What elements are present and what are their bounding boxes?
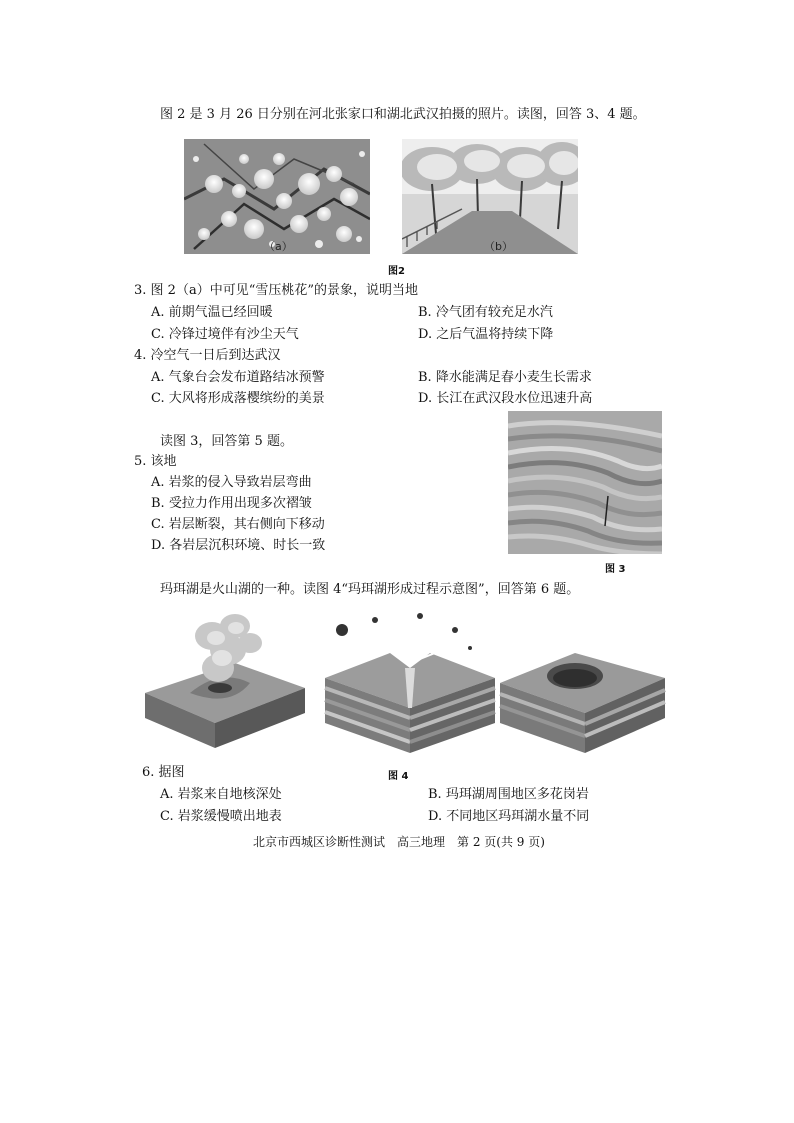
q6-option-c: C. 岩浆缓慢喷出地表 xyxy=(160,809,282,824)
q6-option-a: A. 岩浆来自地核深处 xyxy=(160,787,282,802)
q6-option-b: B. 玛珥湖周围地区多花岗岩 xyxy=(428,787,589,802)
intro-fig2: 图 2 是 3 月 26 日分别在河北张家口和湖北武汉拍摄的照片。读图，回答 3、4 题。 xyxy=(160,107,646,122)
stage-2-explosion xyxy=(325,613,495,753)
q6-stem: 6. 据图 xyxy=(142,765,185,780)
q4-option-d: D. 长江在武汉段水位迅速升高 xyxy=(418,391,593,406)
page-footer: 北京市西城区诊断性测试 高三地理 第 2 页(共 9 页) xyxy=(253,835,545,849)
q4-stem: 4. 冷空气一日后到达武汉 xyxy=(134,348,281,363)
q5-stem: 5. 该地 xyxy=(134,454,177,469)
intro-fig3: 读图 3，回答第 5 题。 xyxy=(160,434,293,449)
fig4-diagram xyxy=(140,608,670,758)
photo-snowy-cherry-road xyxy=(402,139,578,254)
stage-1-eruption xyxy=(145,614,305,748)
photo-folded-rock-strata xyxy=(508,411,662,554)
q5-option-c: C. 岩层断裂，其右侧向下移动 xyxy=(151,517,325,532)
photo-snow-peach-blossom xyxy=(184,139,370,254)
q3-option-a: A. 前期气温已经回暖 xyxy=(151,305,273,320)
q5-option-d: D. 各岩层沉积环境、时长一致 xyxy=(151,538,326,553)
q6-option-d: D. 不同地区玛珥湖水量不同 xyxy=(428,809,590,824)
q3-option-d: D. 之后气温将持续下降 xyxy=(418,327,554,342)
q4-option-b: B. 降水能满足春小麦生长需求 xyxy=(418,370,592,385)
q4-option-c: C. 大风将形成落樱缤纷的美景 xyxy=(151,391,325,406)
q5-option-b: B. 受拉力作用出现多次褶皱 xyxy=(151,496,312,511)
fig2-label-b: （b） xyxy=(484,240,513,253)
intro-fig4: 玛珥湖是火山湖的一种。读图 4“玛珥湖形成过程示意图”，回答第 6 题。 xyxy=(160,582,580,597)
fig2-caption: 图2 xyxy=(388,266,405,277)
q4-option-a: A. 气象台会发布道路结冰预警 xyxy=(151,370,325,385)
q3-option-c: C. 冷锋过境伴有沙尘天气 xyxy=(151,327,299,342)
q3-option-b: B. 冷气团有较充足水汽 xyxy=(418,305,553,320)
fig3-caption: 图 3 xyxy=(605,564,626,575)
fig4-caption: 图 4 xyxy=(388,771,409,782)
q5-option-a: A. 岩浆的侵入导致岩层弯曲 xyxy=(151,475,312,490)
stage-3-maar-lake xyxy=(500,653,665,753)
fig2-label-a: （a） xyxy=(264,240,293,253)
q3-stem: 3. 图 2（a）中可见“雪压桃花”的景象，说明当地 xyxy=(134,283,418,298)
